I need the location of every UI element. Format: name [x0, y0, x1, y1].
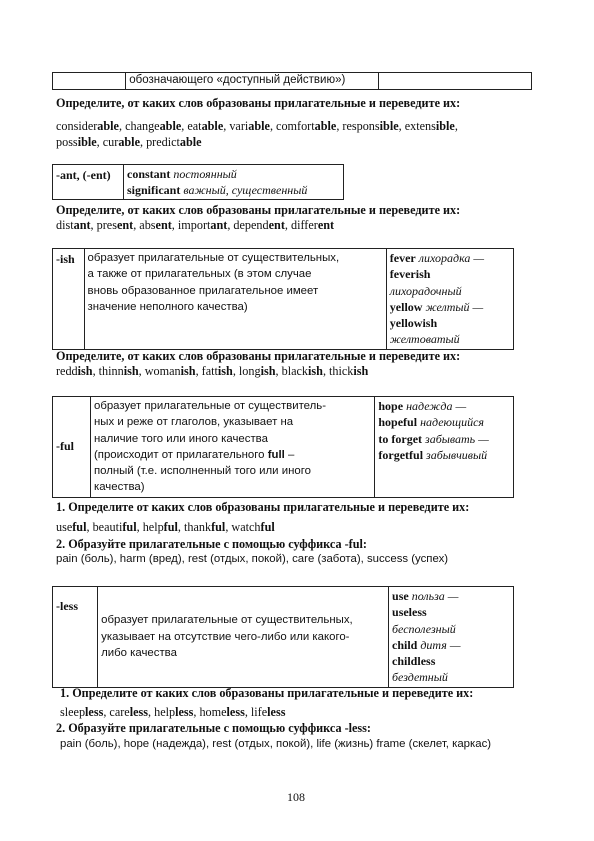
- word-item: variable: [229, 119, 270, 133]
- description-line: наличие того или иного качества: [93, 432, 268, 445]
- task-heading: 2. Образуйте прилагательные с помощью суффикса -ful:: [56, 537, 367, 551]
- word-item: lifeless: [250, 705, 286, 719]
- word-item: thinnish: [98, 364, 139, 378]
- example-line: useless: [392, 605, 427, 620]
- word-list-less: sleepless, careless, helpless, homeless, lifeless: [60, 705, 286, 719]
- section-heading: Определите, от каких слов образованы прилагательные и переведите их:: [56, 203, 461, 217]
- section-heading: Определите, от каких слов образованы прилагательные и переведите их:: [56, 96, 461, 110]
- word-item: distant: [56, 218, 91, 232]
- description-line: (происходит от прилагательного full –: [93, 448, 295, 461]
- word-list-line: possible, curable, predictable: [56, 135, 202, 149]
- example-line: childless: [392, 654, 436, 669]
- ish-suffix-table: [52, 248, 514, 350]
- description-line: образует прилагательные от существитель-: [93, 400, 327, 412]
- word-item: reddish: [56, 364, 93, 378]
- word-list-ant: distant, present, absent, important, dependent, different: [56, 218, 335, 232]
- word-item: extensible: [404, 119, 455, 133]
- word-item: present: [96, 218, 134, 232]
- description-line: ных и реже от глаголов, указывает на: [93, 416, 294, 429]
- example-line: fever лихорадка —: [389, 251, 485, 265]
- word-item: watchful: [231, 520, 275, 534]
- top-table: [52, 72, 532, 90]
- example-translation: важный, существенный: [183, 183, 308, 197]
- page-number: 108: [287, 790, 305, 804]
- description-cell: [90, 397, 374, 498]
- example-line: лихорадочный: [389, 283, 462, 298]
- example-line: child дитя —: [392, 637, 461, 652]
- suffix-cell: -less: [53, 587, 98, 688]
- example-line: to forget забывать —: [378, 431, 489, 446]
- word-item: longish: [238, 364, 276, 378]
- example-word: constant: [127, 167, 171, 181]
- description-cell: [98, 587, 389, 688]
- description-line: образует прилагательные от существительных,: [87, 252, 340, 264]
- example-cell: [124, 165, 344, 200]
- less-suffix-table: [52, 586, 514, 688]
- word-item: predictable: [146, 135, 202, 149]
- word-item: responsible: [342, 119, 399, 133]
- description-line: качества): [93, 481, 145, 494]
- word-item: eatable: [187, 119, 224, 133]
- description-cell: [84, 249, 386, 350]
- word-item: homeless: [199, 705, 245, 719]
- word-item: changeable: [125, 119, 182, 133]
- word-item: womanish: [144, 364, 196, 378]
- word-item: comfortable: [276, 119, 337, 133]
- example-cell: [375, 397, 514, 498]
- example-word: significant: [127, 183, 181, 197]
- word-item: thickish: [329, 364, 369, 378]
- suffix-cell: -ful: [53, 397, 91, 498]
- word-list-ful: useful, beautiful, helpful, thankful, watchful: [56, 520, 275, 534]
- example-translation: постоянный: [173, 167, 237, 181]
- word-item: helpful: [142, 520, 178, 534]
- example-line: yellow желтый —: [389, 299, 484, 314]
- top-table-text-cell: обозначающего «доступный действию»): [126, 73, 379, 90]
- example-cell: [386, 249, 513, 350]
- word-item: considerable: [56, 119, 119, 133]
- task-heading: 1. Определите от каких слов образованы прилагательные и переведите их:: [60, 686, 474, 700]
- word-item: possible: [56, 135, 97, 149]
- example-line: бесполезный: [392, 621, 456, 636]
- description-line: вновь образованное прилагательное имеет: [87, 284, 319, 297]
- word-item: important: [177, 218, 228, 232]
- word-item: dependent: [233, 218, 285, 232]
- example-cell: [389, 587, 514, 688]
- word-item: useful: [56, 520, 87, 534]
- example-line: hope надежда —: [378, 399, 467, 413]
- example-line: hopeful надеющийся: [378, 415, 484, 430]
- word-item: sleepless: [60, 705, 104, 719]
- example-line: желтоватый: [389, 332, 460, 347]
- suffix-cell: -ish: [53, 249, 85, 350]
- description-line: указывает на отсутствие чего-либо или какого-: [101, 630, 350, 643]
- description-line: либо качества: [101, 647, 177, 660]
- word-item: fattish: [201, 364, 233, 378]
- description-line: значение неполного качества): [87, 300, 248, 313]
- top-table-empty-cell-right: [378, 73, 531, 90]
- task-heading: 2. Образуйте прилагательные с помощью суффикса -less:: [56, 721, 371, 735]
- example-line: forgetful забывчивый: [378, 447, 488, 462]
- section-heading: Определите, от каких слов образованы прилагательные и переведите их:: [56, 349, 461, 363]
- word-item: helpless: [154, 705, 194, 719]
- word-item: blackish: [281, 364, 323, 378]
- description-line: а также от прилагательных (в этом случае: [87, 268, 312, 281]
- word-list-able: [56, 118, 538, 150]
- example-line: feverish: [389, 267, 431, 282]
- word-list-ish: reddish, thinnish, womanish, fattish, longish, blackish, thickish: [56, 364, 369, 378]
- task-word-list: pain (боль), harm (вред), rest (отдых, покой), care (забота), success (успех): [56, 553, 449, 565]
- description-line: образует прилагательные от существительных,: [101, 614, 353, 627]
- word-item: curable: [102, 135, 140, 149]
- word-list-line: considerable, changeable, eatable, variable, comfortable, responsible, extensible,: [56, 119, 458, 133]
- word-item: absent: [139, 218, 172, 232]
- word-item: beautiful: [92, 520, 137, 534]
- task-heading: 1. Определите от каких слов образованы прилагательные и переведите их:: [56, 500, 470, 514]
- suffix-cell: -ant, (-ent): [53, 165, 124, 200]
- task-word-list: pain (боль), hope (надежда), rest (отдых, покой), life (жизнь) frame (скелет, каркас): [60, 738, 492, 750]
- word-item: careless: [109, 705, 148, 719]
- ful-suffix-table: [52, 396, 514, 498]
- description-line: полный (т.е. исполненный того или иного: [93, 465, 311, 478]
- word-item: thankful: [184, 520, 226, 534]
- word-item: different: [290, 218, 335, 232]
- example-line: yellowish: [389, 316, 438, 331]
- ant-suffix-table: [52, 164, 344, 200]
- example-line: бездетный: [392, 670, 448, 685]
- top-table-empty-cell: [53, 73, 126, 90]
- example-line: use польза —: [392, 589, 459, 603]
